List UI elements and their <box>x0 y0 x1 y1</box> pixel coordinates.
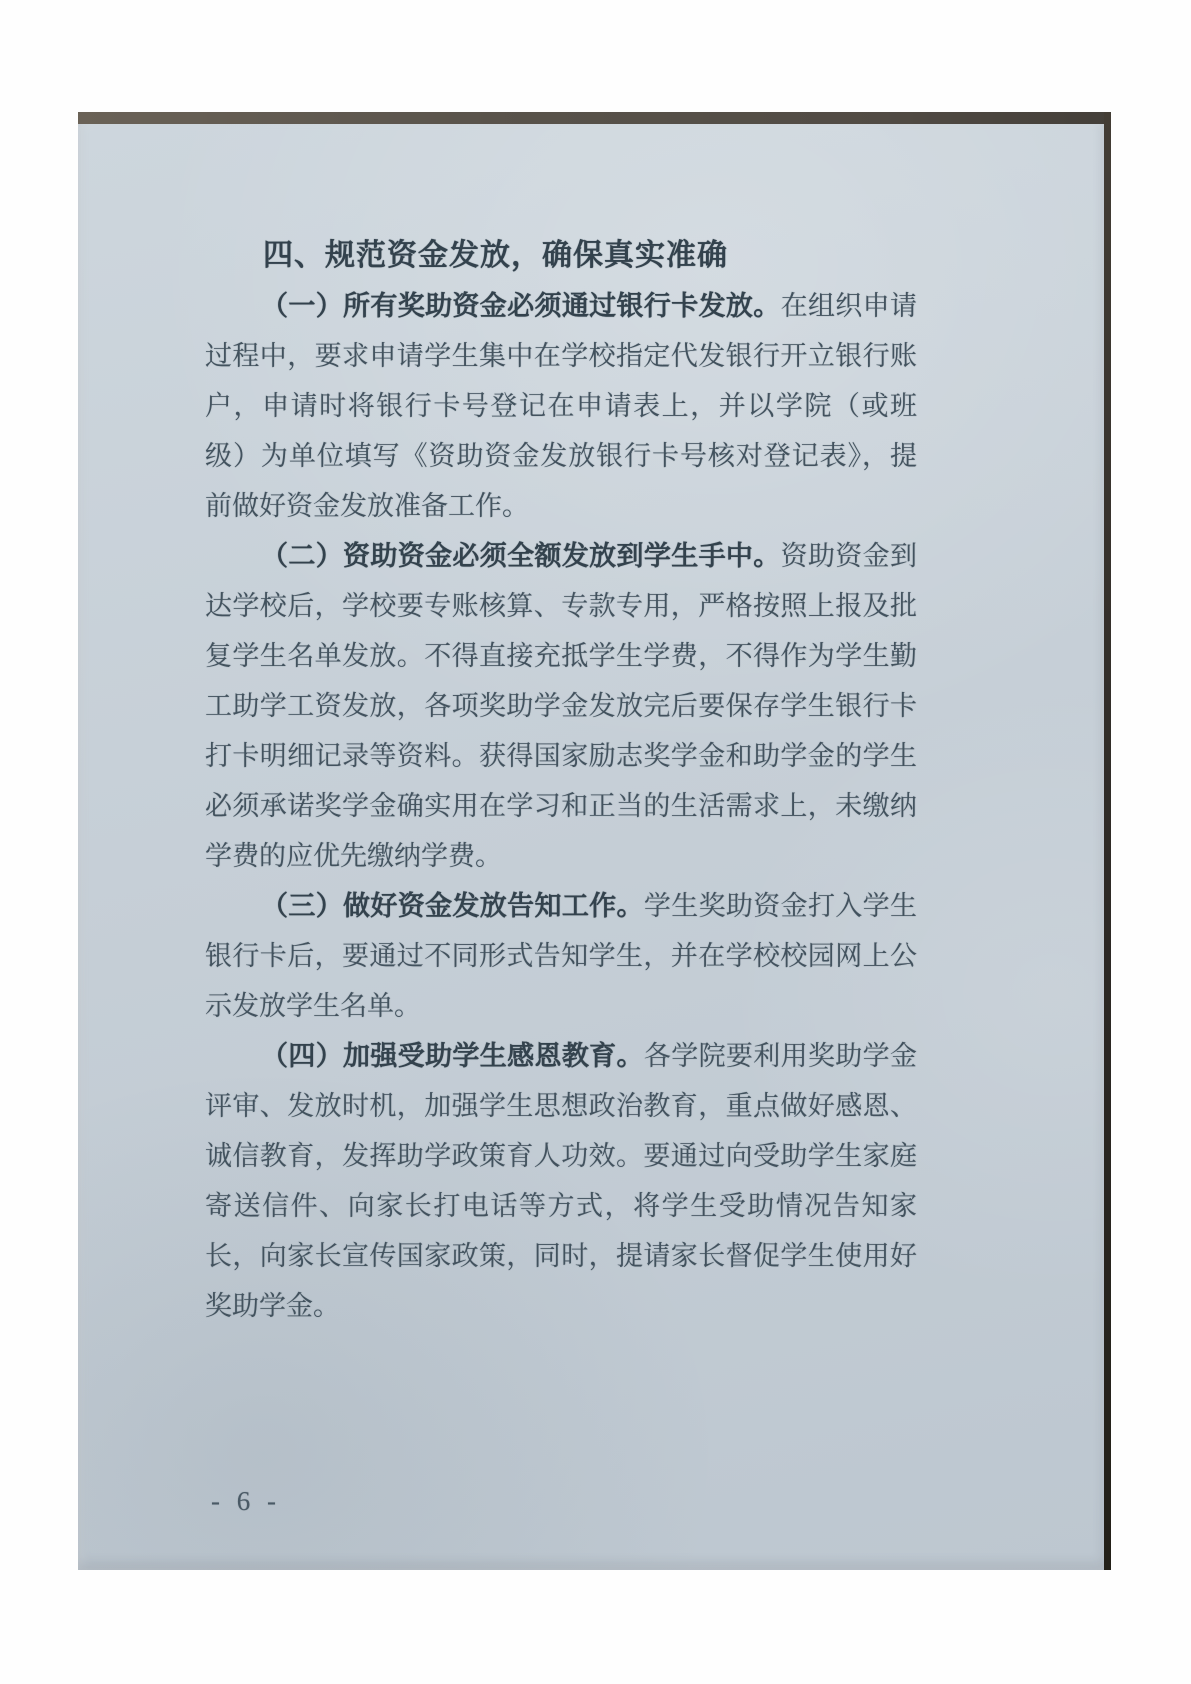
paragraph-3 <box>205 881 917 1031</box>
document-body <box>205 231 917 1331</box>
paper-page <box>78 124 1104 1570</box>
paragraph-3-lead: （三）做好资金发放告知工作。 <box>261 891 644 921</box>
paragraph-2-text: 资助资金到达学校后，学校要专账核算、专款专用，严格按照上报及批复学生名单发放。不得直接充抵学生学费，不得作为学生勤工助学工资发放，各项奖助学金发放完后要保存学生银行卡打卡明细记录等资料。获得国家励志奖学金和助学金的学生必须承诺奖学金确实用在学习和正当的生活需求上，未缴纳学费的应优先缴纳学费。 <box>205 541 918 871</box>
paragraph-4-text: 各学院要利用奖助学金评审、发放时机，加强学生思想政治教育，重点做好感恩、诚信教育，发挥助学政策育人功效。要通过向受助学生家庭寄送信件、向家长打电话等方式，将学生受助情况告知家长，向家长宣传国家政策，同时，提请家长督促学生使用好奖助学金。 <box>205 1041 918 1321</box>
paragraph-2 <box>205 531 917 881</box>
paragraph-4-lead: （四）加强受助学生感恩教育。 <box>261 1041 644 1071</box>
page-number: - 6 - <box>211 1486 281 1516</box>
paragraph-1 <box>205 281 917 531</box>
paragraph-4 <box>205 1031 917 1331</box>
paragraph-1-text: 在组织申请过程中，要求申请学生集中在学校指定代发银行开立银行账户，申请时将银行卡号登记在申请表上，并以学院（或班级）为单位填写《资助资金发放银行卡号核对登记表》，提前做好资金发放准备工作。 <box>205 291 918 521</box>
document-photo <box>78 112 1111 1570</box>
paragraph-1-lead: （一）所有奖助资金必须通过银行卡发放。 <box>261 291 781 321</box>
photo-right-edge <box>1104 112 1111 1570</box>
paragraph-3-text: 学生奖助资金打入学生银行卡后，要通过不同形式告知学生，并在学校校园网上公示发放学生名单。 <box>205 891 918 1021</box>
section-title: 四、规范资金发放，确保真实准确 <box>263 239 728 272</box>
paragraph-2-lead: （二）资助资金必须全额发放到学生手中。 <box>261 541 781 571</box>
